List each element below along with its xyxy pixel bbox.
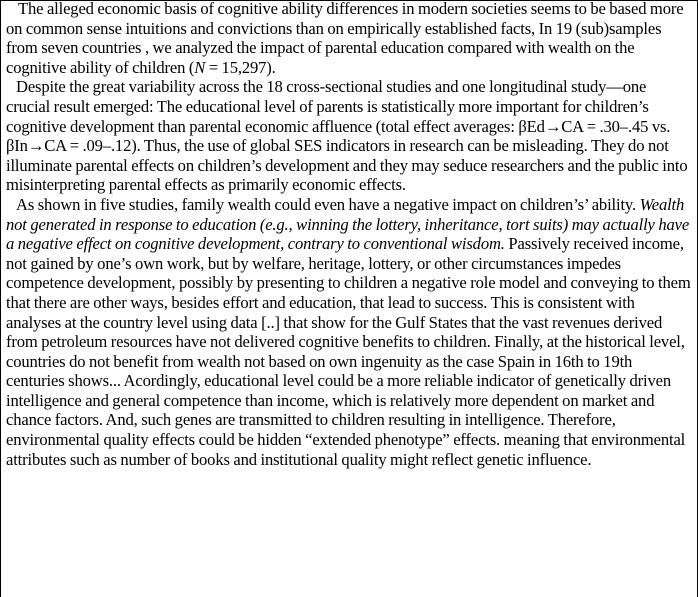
paragraph-3-text-1: As shown in five studies, family wealth could even have a negative impact on children’s’ ability. — [16, 194, 640, 214]
document-body — [6, 0, 693, 469]
paragraph-1-italic-n: N — [194, 57, 206, 77]
paragraph-1-text-1: The alleged economic basis of cognitive ability differences in modern societies seems to be based more on common sense intuitions and convictions than on empirically established facts, In 19 (sub)samples from seven countries , we analyzed the impact of parental education compared with wealth on the cognitive ability of children ( — [6, 0, 684, 77]
paragraph-1-text-2: = 15,297). — [205, 57, 276, 77]
paragraph-2 — [6, 77, 693, 195]
paragraph-2-text-1: Despite the great variability across the 18 cross-sectional studies and one longitudinal study—one crucial result emerged: The educational level of parents is statistically more important for children’s cognitive development than parental economic affluence (total effect averages: βEd→CA = .30–.45 vs. βIn→CA = .09–.12). Thus, the use of global SES indicators in research can be misleading. They do not illuminate parental effects on children’s development and they may seduce researchers and the public into misinterpreting parental effects as primarily economic effects. — [6, 77, 688, 195]
paragraph-3-italic-sentence: Wealth not generated in response to education (e.g., winning the lottery, inheritance, tort suits) may actually have a negative effect on cognitive development, contrary to conventional wisdom. — [6, 194, 690, 254]
paragraph-1 — [6, 0, 693, 77]
paragraph-3 — [6, 195, 693, 469]
paragraph-3-text-2: Passively received income, not gained by one’s own work, but by welfare, heritage, lottery, or other circumstances impedes competence development, possibly by presenting to children a negative role model and conveying to them that there are other ways, besides effort and education, that lead to success. This is consistent with analyses at the country level using data [..] that show for the Gulf States that the vast revenues derived from petroleum resources have not delivered cognitive benefits to children. Finally, at the historical level, countries do not benefit from wealth not based on own ingenuity as the case Spain in 16th to 19th centuries shows... Acordingly, educational level could be a more reliable indicator of genetically driven intelligence and general competence than income, which is relatively more dependent on market and chance factors. And, such genes are transmitted to children resulting in intelligence. Therefore, environmental quality effects could be hidden “extended phenotype” effects. meaning that environmental attributes such as number of books and institutional quality might reflect genetic influence. — [6, 234, 691, 469]
